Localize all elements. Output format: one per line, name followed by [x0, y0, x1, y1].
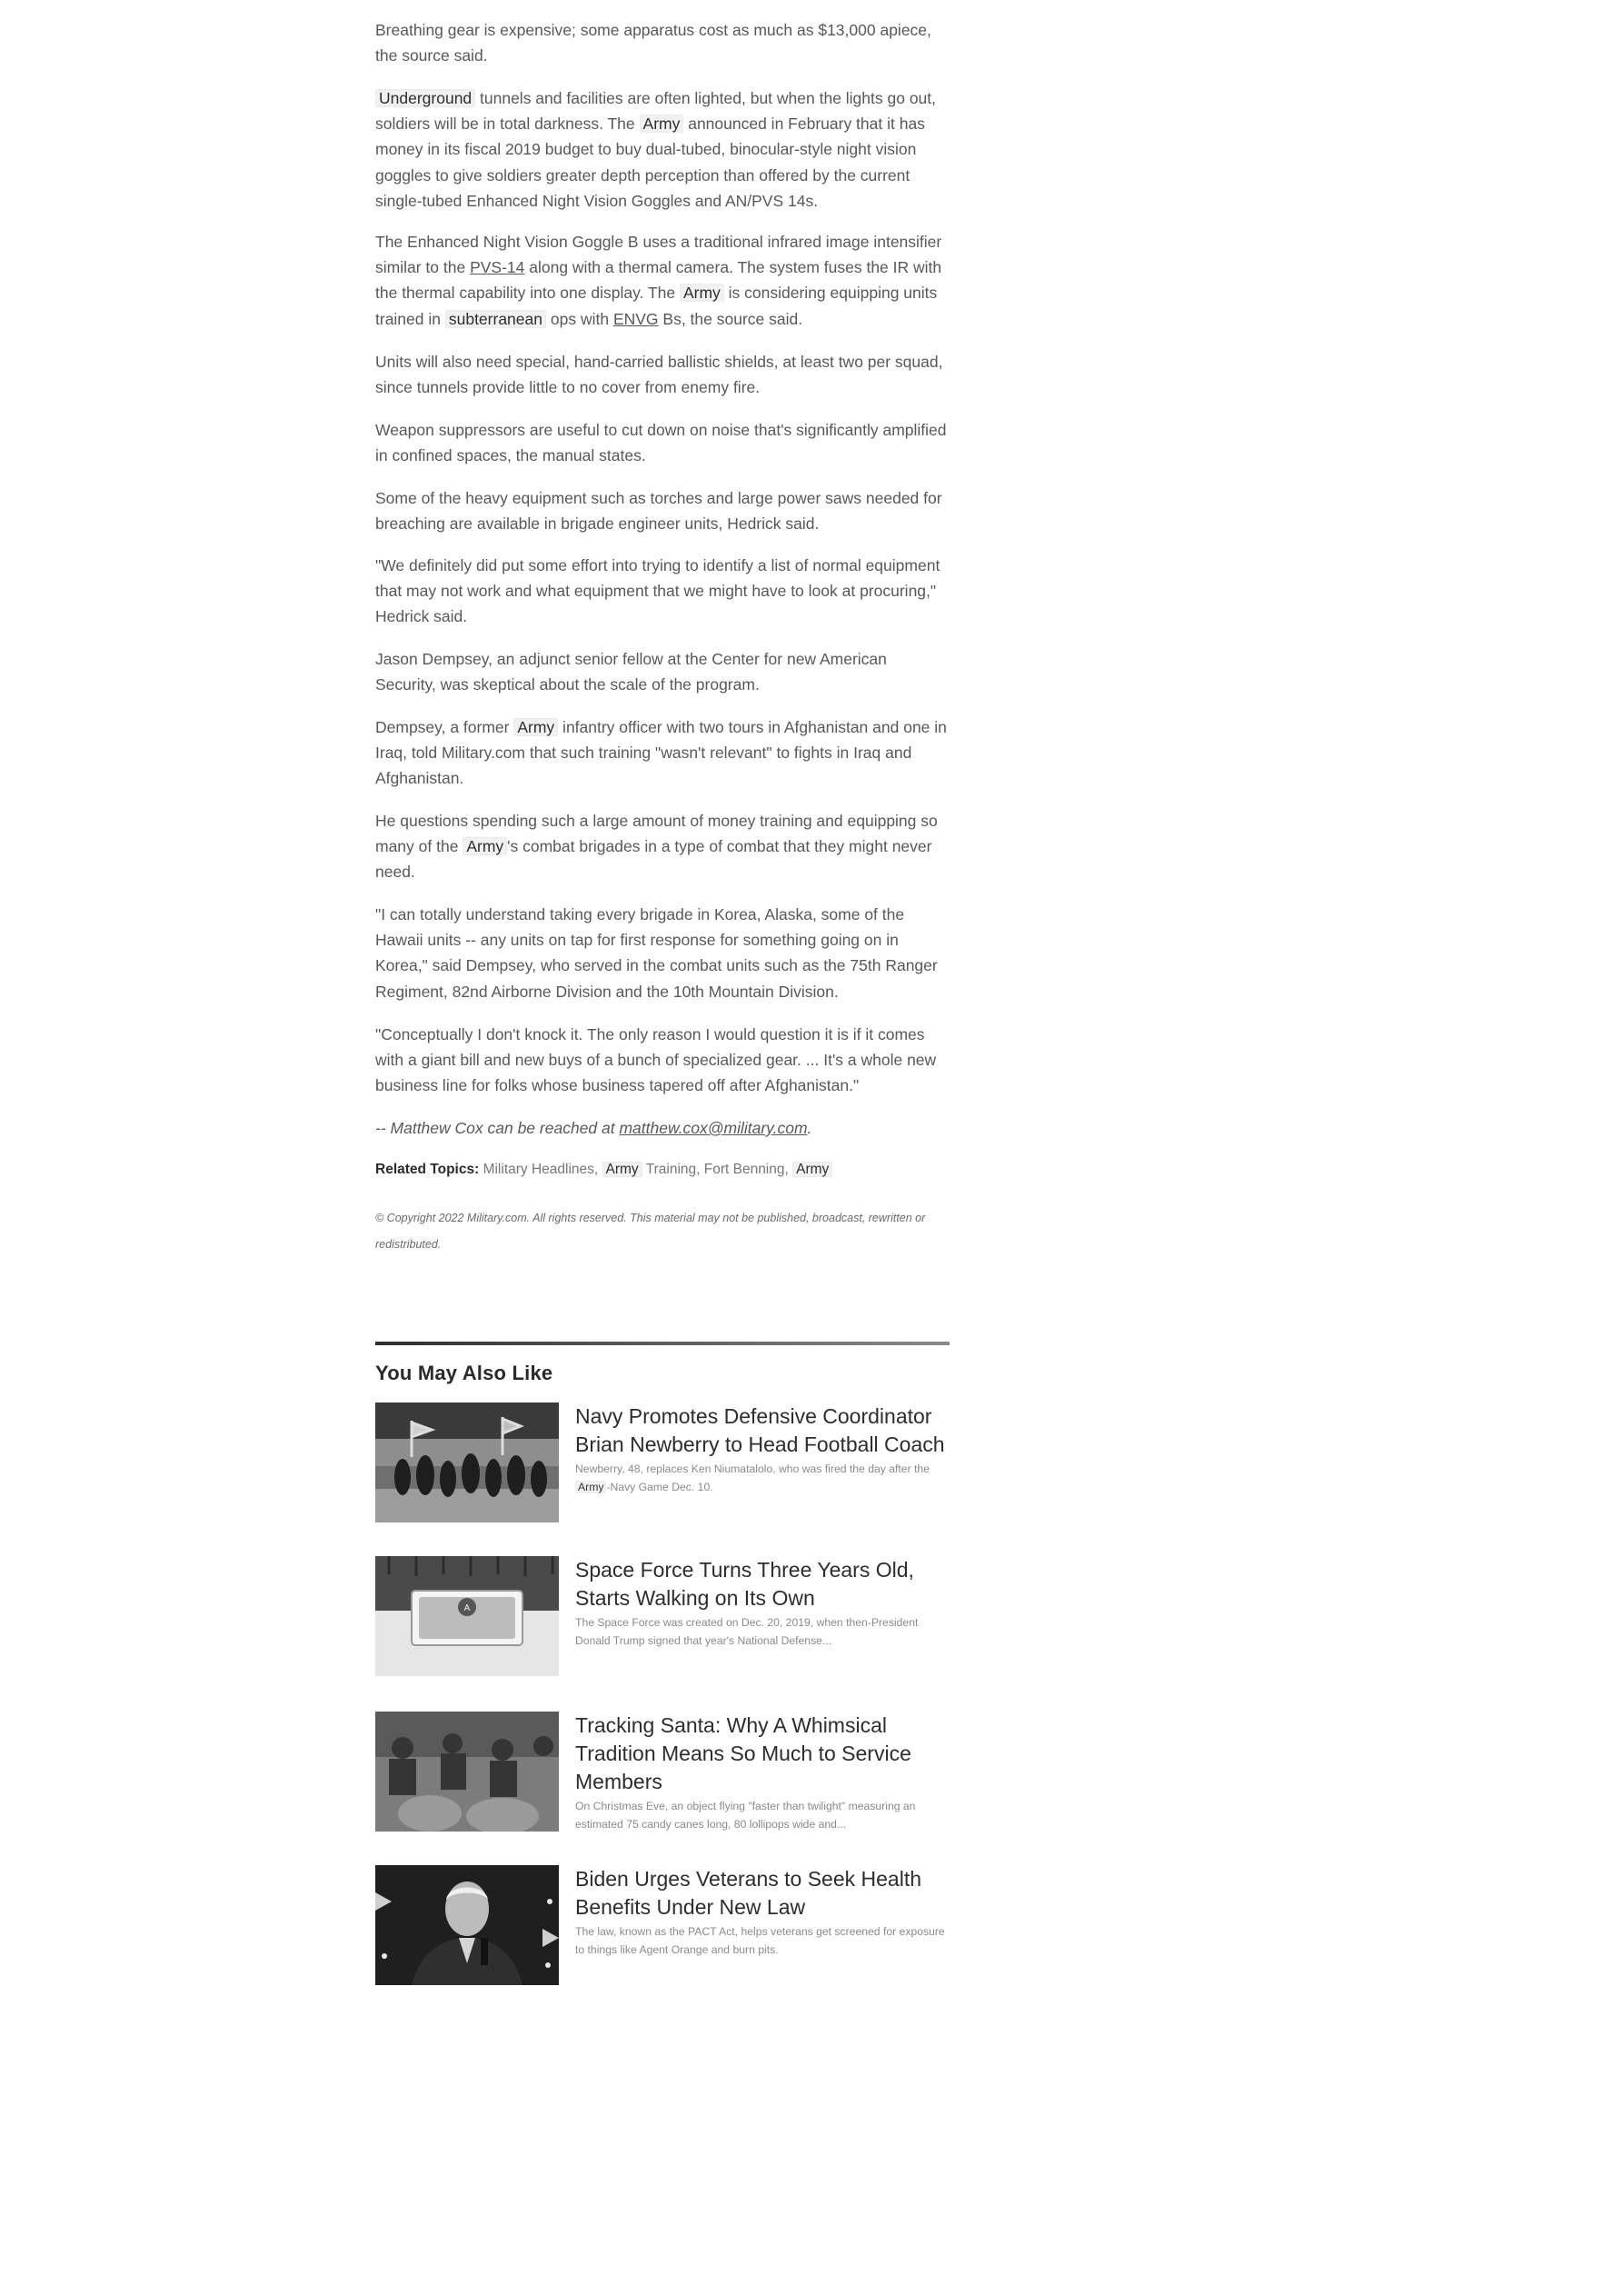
- copyright-notice: © Copyright 2022 Military.com. All rights reserved. This material may not be published, broadcast, rewritten or redistributed.: [375, 1212, 926, 1251]
- speaker-portrait-photo-icon[interactable]: [375, 1865, 559, 1985]
- related-topics-label: Related Topics:: [375, 1162, 480, 1177]
- article-paragraph: "We definitely did put some effort into trying to identify a list of normal equipment that may not work and what equipment that we might have to look at procuring," Hedrick said.: [375, 556, 940, 626]
- article-paragraph: He questions spending such a large amount of money training and equipping so many of the Army 's combat brigades in a type of combat that they might never need.: [375, 812, 938, 882]
- related-article-summary: The Space Force was created on Dec. 20, 2019, when then-President Donald Trump signed that year's National Defense...: [575, 1616, 919, 1647]
- pvs14-link[interactable]: PVS-14: [470, 258, 525, 277]
- article-paragraph: Some of the heavy equipment such as torches and large power saws needed for breaching are available in brigade engineer units, Hedrick said.: [375, 489, 942, 534]
- keyword-highlight[interactable]: Army: [680, 284, 724, 302]
- operations-room-photo-icon[interactable]: [375, 1712, 559, 1832]
- article-paragraph: Units will also need special, hand-carried ballistic shields, at least two per squad, since tunnels provide little to no cover from enemy fire.: [375, 353, 943, 397]
- article-paragraph: "I can totally understand taking every brigade in Korea, Alaska, some of the Hawaii units -- any units on tap for first response for something going on in Korea," said Dempsey, who served in the combat units such as the 75th Ranger Regiment, 82nd Airborne Division and the 10th Mountain Division.: [375, 905, 938, 1001]
- author-email-link[interactable]: matthew.cox@military.com: [619, 1119, 808, 1137]
- keyword-highlight[interactable]: Underground: [375, 89, 475, 107]
- article-paragraph: Jason Dempsey, an adjunct senior fellow at the Center for new American Security, was skeptical about the scale of the program.: [375, 650, 887, 694]
- you-may-also-like-heading: You May Also Like: [375, 1362, 553, 1384]
- article-paragraph: Dempsey, a former Army infantry officer with two tours in Afghanistan and one in Iraq, told Military.com that such training "wasn't relevant" to fights in Iraq and Afghanistan.: [375, 718, 947, 788]
- article-paragraph: The Enhanced Night Vision Goggle B uses a traditional infrared image intensifier similar to the PVS-14 along with a thermal camera. The system fuses the IR with the thermal capability into one display. The Army is considering equipping units trained in subterranean ops with ENVG Bs, the source said.: [375, 233, 942, 328]
- keyword-highlight[interactable]: subterranean: [445, 310, 546, 328]
- related-article-title[interactable]: Biden Urges Veterans to Seek Health Benefits Under New Law: [575, 1867, 922, 1919]
- article-paragraph: Underground tunnels and facilities are often lighted, but when the lights go out, soldiers will be in total darkness. The Army announced in February that it has money in its fiscal 2019 budget to buy dual-tubed, binocular-style night vision goggles to give soldiers greater depth perception than offered by the current single-tubed Enhanced Night Vision Goggles and AN/PVS 14s.: [375, 89, 937, 210]
- article-paragraph: "Conceptually I don't knock it. The only reason I would question it is if it comes with a giant bill and new buys of a bunch of specialized gear. ... It's a whole new business line for folks whose business tapered off after Afghanistan.": [375, 1025, 937, 1095]
- keyword-highlight[interactable]: Army: [463, 837, 507, 855]
- keyword-highlight[interactable]: Army: [640, 115, 684, 133]
- keyword-highlight[interactable]: Army: [513, 718, 558, 736]
- related-article-card[interactable]: [375, 1556, 950, 1678]
- related-article-title[interactable]: Tracking Santa: Why A Whimsical Tradition Means So Much to Service Members: [575, 1713, 911, 1793]
- article-paragraph: Breathing gear is expensive; some apparatus cost as much as $13,000 apiece, the source said.: [375, 21, 931, 65]
- section-divider: [375, 1342, 950, 1345]
- related-article-summary: On Christmas Eve, an object flying "faster than twilight" measuring an estimated 75 candy canes long, 80 lollipops wide and...: [575, 1800, 916, 1831]
- author-line: -- Matthew Cox can be reached at matthew.cox@military.com.: [375, 1119, 812, 1137]
- football-team-photo-icon[interactable]: [375, 1403, 559, 1522]
- related-article-card[interactable]: [375, 1712, 950, 1833]
- article-paragraph: Weapon suppressors are useful to cut down on noise that's significantly amplified in confined spaces, the manual states.: [375, 421, 947, 465]
- related-topics: Related Topics: Military Headlines, Army Training, Fort Benning, Army: [375, 1159, 950, 1181]
- envg-link[interactable]: ENVG: [612, 309, 659, 328]
- related-article-title[interactable]: Space Force Turns Three Years Old, Starts Walking on Its Own: [575, 1558, 914, 1610]
- keyword-highlight[interactable]: Army: [602, 1162, 642, 1177]
- related-article-title[interactable]: Navy Promotes Defensive Coordinator Brian Newberry to Head Football Coach: [575, 1404, 945, 1456]
- related-article-summary: Newberry, 48, replaces Ken Niumatalolo, who was fired the day after the Army -Navy Game Dec. 10.: [575, 1462, 930, 1493]
- related-article-card[interactable]: [375, 1865, 950, 1987]
- related-article-summary: The law, known as the PACT Act, helps veterans get screened for exposure to things like Agent Orange and burn pits.: [575, 1925, 945, 1956]
- birthday-cake-photo-icon[interactable]: [375, 1556, 559, 1676]
- keyword-highlight[interactable]: Army: [575, 1481, 606, 1493]
- related-article-card[interactable]: [375, 1403, 950, 1524]
- svg-text:A: A: [463, 1603, 471, 1613]
- keyword-highlight[interactable]: Army: [792, 1162, 832, 1177]
